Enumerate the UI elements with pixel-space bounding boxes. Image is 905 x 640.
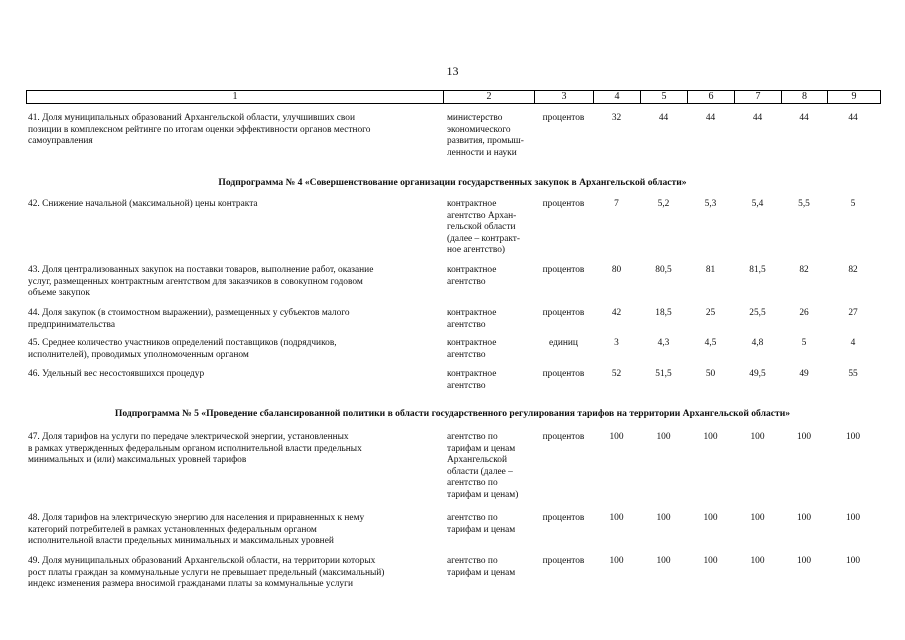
indicator-value: 4 — [850, 338, 856, 348]
indicator-name: 42. Снижение начальной (максимальной) цены контракта — [28, 199, 258, 209]
table-row — [26, 199, 879, 257]
responsible-organization: контрактное агентство — [447, 265, 497, 287]
indicator-value: 100 — [656, 513, 671, 523]
indicator-value: 44 — [705, 113, 716, 123]
table-row — [26, 432, 879, 502]
unit-of-measure: процентов — [542, 113, 585, 123]
indicator-value: 5,3 — [704, 199, 717, 209]
indicator-value: 44 — [848, 113, 858, 123]
responsible-organization: контрактное агентство — [447, 338, 497, 360]
indicator-value: 49,5 — [749, 369, 766, 379]
indicator-value: 100 — [609, 432, 624, 442]
indicator-value: 100 — [656, 432, 671, 442]
indicator-value: 100 — [796, 556, 812, 566]
responsible-organization: контрактное агентство — [447, 308, 497, 330]
column-header: 5 — [641, 91, 688, 103]
unit-of-measure: процентов — [542, 265, 585, 275]
indicator-value: 100 — [796, 432, 812, 442]
indicator-value: 42 — [611, 308, 622, 318]
indicator-value: 7 — [614, 199, 619, 209]
unit-of-measure: процентов — [542, 432, 585, 442]
indicator-value: 82 — [848, 265, 858, 275]
indicator-value: 81,5 — [749, 265, 766, 275]
indicator-value: 100 — [703, 556, 718, 566]
indicator-value: 100 — [609, 513, 624, 523]
indicator-value: 4,3 — [657, 338, 670, 348]
unit-of-measure: процентов — [542, 513, 585, 523]
indicator-name: 41. Доля муниципальных образований Архангельской области, улучшивших свои позиции в комплексном рейтинге по итогам оценки эффективности органов местного самоуправления — [28, 113, 371, 147]
indicator-value: 100 — [609, 556, 624, 566]
indicator-value: 100 — [656, 556, 671, 566]
subprogram-4-heading: Подпрограмма № 4 «Совершенствование организации государственных закупок в Архангельской области» — [218, 177, 687, 188]
indicator-value: 5 — [850, 199, 856, 209]
responsible-organization: агентство по тарифам и ценам — [447, 556, 516, 578]
responsible-organization: агентство по тарифам и ценам — [447, 513, 516, 535]
indicator-value: 81 — [705, 265, 716, 275]
table-header-row — [26, 90, 881, 104]
unit-of-measure: процентов — [542, 369, 585, 379]
table-row — [26, 113, 879, 159]
indicator-value: 5,2 — [657, 199, 670, 209]
indicator-value: 26 — [799, 308, 809, 318]
indicator-value: 27 — [848, 308, 858, 318]
column-header: 8 — [782, 91, 828, 103]
indicator-value: 100 — [750, 513, 765, 523]
responsible-organization: контрактное агентство Архан- гельской области (далее – контракт- ное агентство) — [447, 199, 521, 256]
indicator-value: 4,8 — [751, 338, 764, 348]
responsible-organization: контрактное агентство — [447, 369, 497, 391]
column-header: 1 — [27, 91, 444, 103]
table-row — [26, 369, 879, 392]
indicator-value: 100 — [750, 432, 765, 442]
indicator-value: 50 — [705, 369, 716, 379]
indicator-value: 55 — [848, 369, 858, 379]
indicator-value: 4,5 — [704, 338, 717, 348]
table-row — [26, 556, 879, 591]
indicator-value: 100 — [703, 513, 718, 523]
responsible-organization: агентство по тарифам и ценам Архангельской области (далее – агентство по тарифам и ценам) — [447, 432, 519, 500]
table-row — [26, 265, 879, 300]
indicator-value: 82 — [799, 265, 809, 275]
indicator-name: 47. Доля тарифов на услуги по передаче электрической энергии, установленных в рамках утвержденных федеральным органом исполнительной власти предельных минимальных и (или) максимальных уровней тарифов — [28, 432, 362, 466]
indicator-value: 100 — [845, 556, 861, 566]
indicator-name: 49. Доля муниципальных образований Архангельской области, на территории которых рост платы граждан за коммунальные услуги не превышает предельный (максимальный) индекс изменения размера вносимой гражданами платы за коммунальные услуги — [28, 556, 385, 590]
indicator-value: 18,5 — [655, 308, 672, 318]
unit-of-measure: процентов — [542, 308, 585, 318]
indicator-value: 44 — [752, 113, 763, 123]
indicator-value: 100 — [703, 432, 718, 442]
indicator-value: 3 — [614, 338, 619, 348]
table-row — [26, 513, 879, 548]
indicator-value: 25,5 — [749, 308, 766, 318]
column-header: 9 — [851, 91, 857, 102]
indicator-name: 43. Доля централизованных закупок на поставки товаров, выполнение работ, оказание услуг, размещенных контрактным агентством для заказчиков в совокупном годовом объеме закупок — [28, 265, 374, 299]
page-number: 13 — [446, 64, 459, 78]
column-header: 4 — [594, 91, 641, 103]
indicator-value: 25 — [705, 308, 716, 318]
subprogram-5-heading: Подпрограмма № 5 «Проведение сбалансированной политики в области государственного регулирования тарифов на территории Архангельской области» — [114, 408, 791, 419]
indicator-value: 100 — [796, 513, 812, 523]
indicator-value: 100 — [845, 513, 861, 523]
unit-of-measure: процентов — [542, 199, 585, 209]
indicator-value: 51,5 — [655, 369, 672, 379]
indicator-value: 5 — [801, 338, 807, 348]
indicator-value: 100 — [845, 432, 861, 442]
indicator-name: 45. Среднее количество участников определений поставщиков (подрядчиков, исполнителей), проводимых уполномоченным органом — [28, 338, 337, 360]
indicator-value: 44 — [658, 113, 669, 123]
column-header: 6 — [688, 91, 735, 103]
indicator-name: 46. Удельный вес несостоявшихся процедур — [28, 369, 205, 379]
indicator-value: 32 — [611, 113, 622, 123]
indicator-name: 48. Доля тарифов на электрическую энергию для населения и приравненных к нему категорий потребителей в рамках установленных федеральным органом исполнительной власти предельных минимальных и максимальных уровней — [28, 513, 365, 547]
indicator-value: 44 — [799, 113, 809, 123]
indicator-value: 80 — [611, 265, 622, 275]
indicator-name: 44. Доля закупок (в стоимостном выражении), размещенных у субъектов малого предпринимательства — [28, 308, 350, 330]
indicator-value: 52 — [611, 369, 622, 379]
column-header: 2 — [444, 91, 535, 103]
column-header: 3 — [535, 91, 594, 103]
responsible-organization: министерство экономического развития, промыш- ленности и науки — [447, 113, 524, 158]
indicator-value: 49 — [799, 369, 809, 379]
unit-of-measure: процентов — [542, 556, 585, 566]
indicator-value: 5,5 — [798, 199, 810, 209]
unit-of-measure: единиц — [549, 338, 578, 348]
indicator-value: 5,4 — [751, 199, 764, 209]
indicator-value: 100 — [750, 556, 765, 566]
indicator-value: 80,5 — [655, 265, 672, 275]
column-header: 7 — [735, 91, 782, 103]
table-row — [26, 338, 879, 361]
table-row — [26, 308, 879, 331]
